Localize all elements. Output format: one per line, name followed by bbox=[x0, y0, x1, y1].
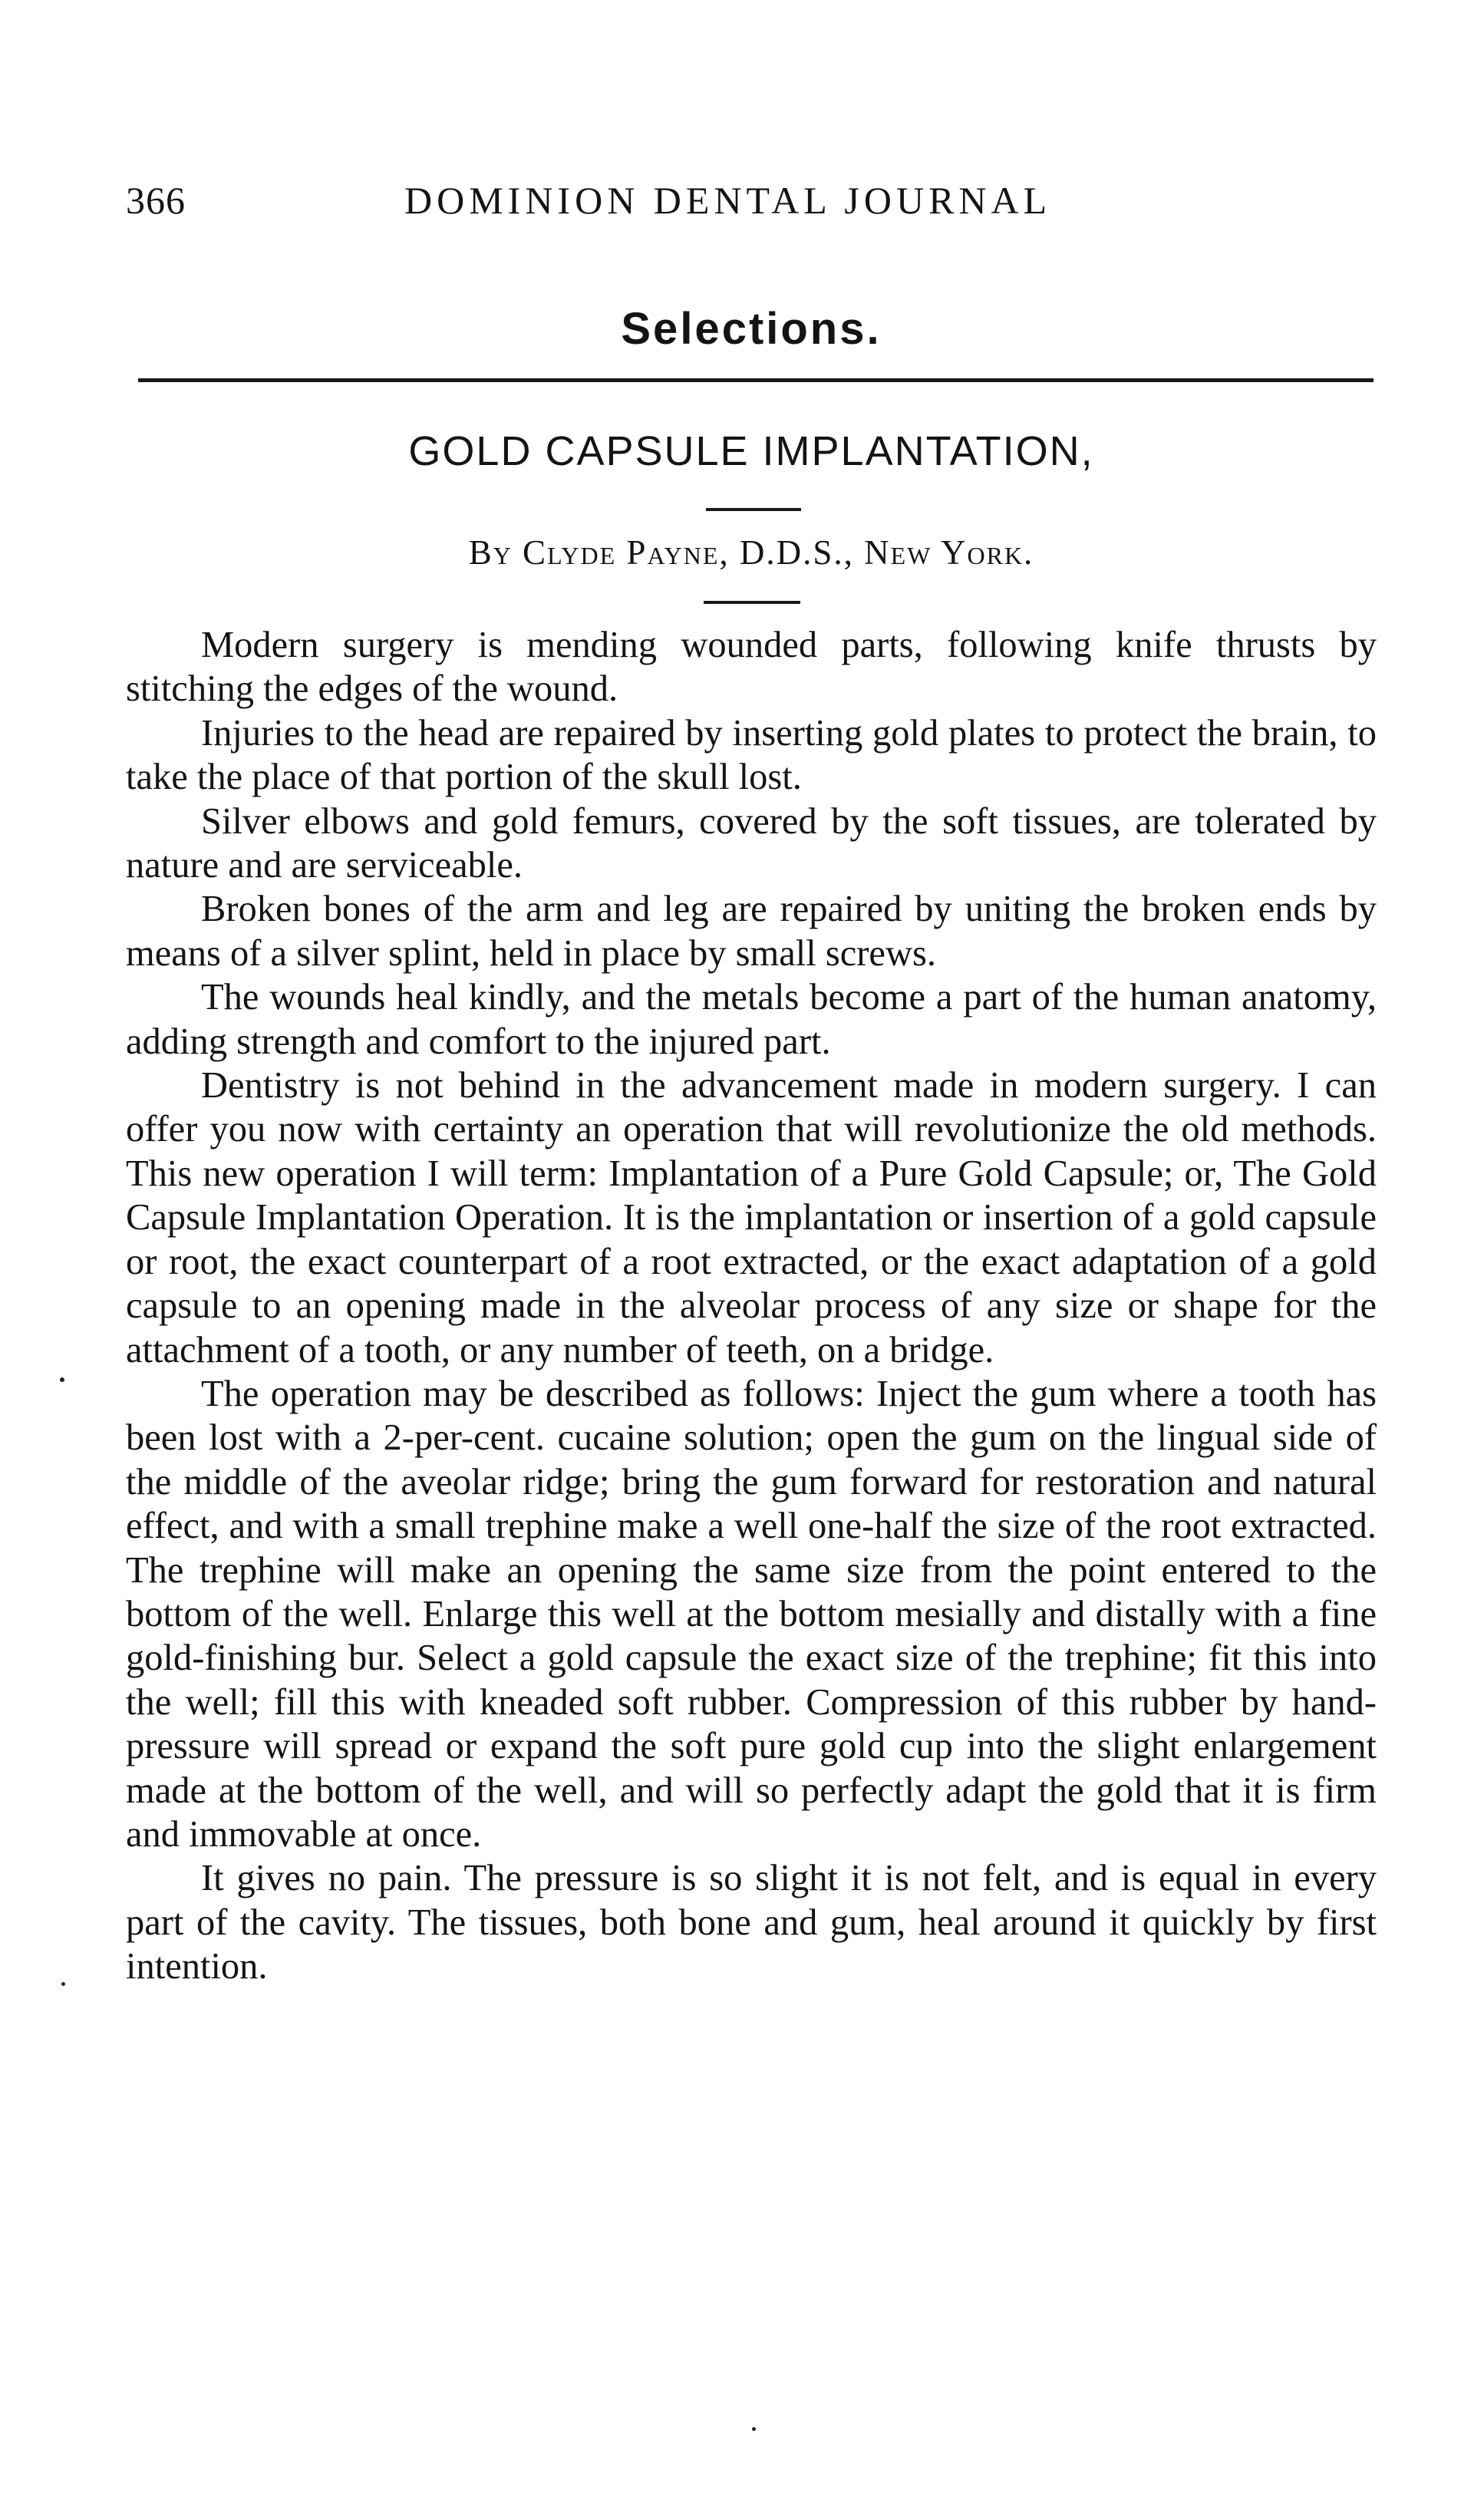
paragraph: Silver elbows and gold femurs, covered by the soft tissues, are tolerated by nature and are serviceable. bbox=[126, 800, 1377, 886]
scan-speck bbox=[60, 1377, 64, 1382]
paragraph: The wounds heal kindly, and the metals become a part of the human anatomy, adding strength and comfort to the injured part. bbox=[126, 977, 1377, 1062]
paragraph: Injuries to the head are repaired by inserting gold plates to protect the brain, to take the place of that portion of the skull lost. bbox=[126, 712, 1377, 798]
section-title: Selections. bbox=[621, 304, 882, 354]
paragraph: It gives no pain. The pressure is so slight it is not felt, and is equal in every part of the cavity. The tissues, both bone and gum, heal around it quickly by first intention. bbox=[126, 1858, 1377, 1987]
paragraph: The operation may be described as follows: Inject the gum where a tooth has been lost with a 2-per-cent. cucaine solution; open the gum on the lingual side of the middle of the aveolar ridge; bring the gum forward for restoration and natural effect, and with a small trephine make a well one-half the size of the root extracted. The trephine will make an opening the same size from the point entered to the bottom of the well. Enlarge this well at the bottom mesially and distally with a fine gold-finishing bur. Select a gold capsule the exact size of the trephine; fit this into the well; fill this with kneaded soft rubber. Compression of this rubber by hand-pressure will spread or expand the soft pure gold cup into the slight enlargement made at the bottom of the well, and will so perfectly adapt the gold that it is firm and immovable at once. bbox=[126, 1373, 1377, 1855]
byline-divider bbox=[704, 601, 800, 604]
section-divider bbox=[138, 378, 1374, 382]
title-divider bbox=[706, 508, 801, 511]
article-title: GOLD CAPSULE IMPLANTATION, bbox=[408, 428, 1094, 474]
article-byline: By Clyde Payne, D.D.S., New York. bbox=[468, 533, 1034, 572]
scan-speck bbox=[61, 1982, 65, 1986]
journal-title: DOMINION DENTAL JOURNAL bbox=[404, 179, 1052, 222]
running-head bbox=[126, 178, 1377, 232]
paragraph: Modern surgery is mending wounded parts, following knife thrusts by stitching the edges of the wound. bbox=[126, 625, 1377, 710]
paragraph: Dentistry is not behind in the advancement made in modern surgery. I can offer you now with certainty an operation that will revolutionize the old methods. This new operation I will term: Implantation of a Pure Gold Capsule; or, The Gold Capsule Implantation Operation. It is the implantation or insertion of a gold capsule or root, the exact counterpart of a root extracted, or the exact adaptation of a gold capsule to an opening made in the alveolar process of any size or shape for the attachment of a tooth, or any number of teeth, on a bridge. bbox=[126, 1065, 1377, 1371]
article-body bbox=[126, 623, 1377, 1989]
paragraph: Broken bones of the arm and leg are repaired by uniting the broken ends by means of a silver splint, held in place by small screws. bbox=[126, 889, 1377, 974]
page-number: 366 bbox=[126, 179, 186, 222]
scan-speck bbox=[752, 2427, 756, 2431]
